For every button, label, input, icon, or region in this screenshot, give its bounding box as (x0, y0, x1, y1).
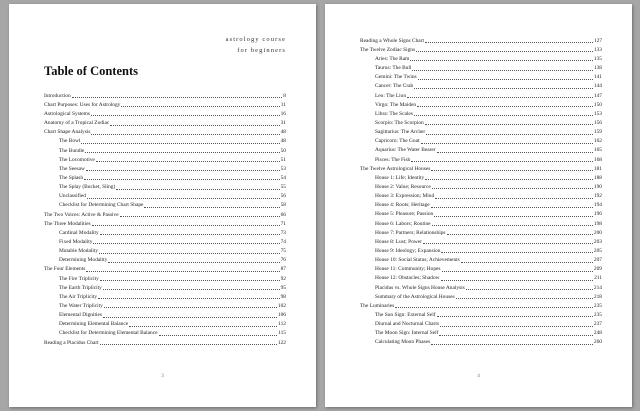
dot-leader (425, 179, 593, 180)
toc-entry-title: The Four Elements (44, 266, 86, 273)
dot-leader (414, 88, 593, 89)
toc-entry-page: 153 (593, 110, 602, 117)
dot-leader (407, 97, 593, 98)
toc-entry[interactable] (44, 255, 286, 264)
toc-entry-title: The Bowl (59, 138, 81, 145)
toc-entry[interactable] (44, 172, 286, 181)
toc-entry-title: Mutable Modality (59, 248, 99, 255)
toc-entry-title: Cancer: The Crab (375, 83, 414, 90)
dot-leader (414, 115, 593, 116)
toc-entry-title: The Seesaw (59, 165, 85, 172)
toc-entry[interactable] (44, 236, 286, 245)
toc-entry-title: House 7: Partners; Relationships (375, 229, 446, 236)
toc-entry-title: Chart Purposes: Uses for Astrology (44, 101, 121, 108)
toc-entry-title: Sagittarius: The Archer (375, 129, 426, 136)
dot-leader (108, 262, 279, 263)
dot-leader (417, 106, 593, 107)
toc-entry[interactable] (44, 309, 286, 318)
toc-entry-page: 147 (593, 92, 602, 99)
toc-entry[interactable] (44, 136, 286, 145)
toc-entry-title: The Moon Sign: Internal Self (375, 330, 439, 337)
dot-leader (72, 97, 283, 98)
toc-entry-page: 50 (280, 147, 286, 154)
document-page-right (325, 4, 632, 407)
toc-entry-title: Fixed Modality (59, 238, 93, 245)
toc-entry-title: Anatomy of a Tropical Zodiac (44, 120, 110, 127)
toc-entry-page: 115 (278, 330, 286, 337)
toc-entry[interactable] (360, 254, 602, 263)
dot-leader (103, 289, 280, 290)
toc-entry[interactable] (360, 264, 602, 273)
dot-leader (432, 225, 593, 226)
page-number: 4 (477, 373, 480, 379)
toc-entry-page: 235 (593, 302, 602, 309)
toc-entry-page: 248 (593, 330, 602, 337)
toc-entry[interactable] (360, 328, 602, 337)
toc-entry-page: 190 (593, 183, 602, 190)
toc-entry[interactable] (44, 282, 286, 291)
toc-list-right (360, 35, 602, 346)
dot-leader (100, 344, 277, 345)
toc-entry-page: 156 (593, 120, 602, 126)
toc-entry[interactable] (360, 172, 602, 181)
toc-entry-title: Pisces: The Fish (375, 156, 411, 163)
toc-entry-title: Scorpio: The Scorpion (375, 120, 424, 126)
toc-entry-page: 168 (593, 156, 602, 163)
toc-entry-page: 135 (593, 56, 602, 63)
toc-entry-page: 150 (593, 101, 602, 108)
toc-entry[interactable] (360, 200, 602, 209)
page-number: 3 (161, 373, 164, 379)
toc-entry-page: 141 (593, 74, 602, 81)
toc-entry-title: Capricorn: The Goat (375, 138, 420, 145)
toc-entry[interactable] (360, 236, 602, 245)
toc-entry-title: Reading a Whole Signs Chart (360, 37, 424, 44)
toc-entry-page: 106 (277, 312, 286, 319)
dot-leader (435, 198, 593, 199)
toc-entry[interactable] (360, 99, 602, 108)
dot-leader (418, 79, 593, 80)
toc-entry-title: The Three Modalities (44, 220, 91, 227)
toc-entry-page: 51 (280, 156, 286, 163)
toc-entry-title: The Air Triplicity (59, 293, 98, 300)
toc-entry-title: The Splash (59, 175, 84, 181)
toc-entry-title: The Two Voices: Active & Passive (44, 211, 119, 218)
dot-leader (86, 170, 280, 171)
toc-entry-page: 211 (594, 275, 602, 282)
toc-entry-title: Placidus vs. Whole Signs House Analysis (375, 284, 465, 291)
toc-entry[interactable] (360, 90, 602, 99)
toc-entry[interactable] (44, 291, 286, 300)
dot-leader (84, 179, 280, 180)
toc-entry[interactable] (360, 300, 602, 309)
dot-leader (432, 188, 593, 189)
toc-entry-page: 48 (280, 129, 286, 136)
dot-leader (416, 51, 593, 52)
toc-entry-page: 48 (280, 138, 286, 145)
toc-list-left (44, 90, 286, 346)
toc-entry-title: Virgo: The Maiden (375, 101, 417, 108)
toc-entry-title: Elemental Dignities (59, 312, 102, 319)
toc-entry-title: Introduction (44, 92, 71, 99)
dot-leader (92, 225, 280, 226)
dot-leader (87, 198, 280, 199)
dot-leader (441, 252, 592, 253)
dot-leader (110, 125, 279, 126)
toc-entry-title: Checklist for Determining Chart Shape (59, 202, 144, 209)
dot-leader (412, 70, 593, 71)
toc-entry-page: 74 (280, 238, 286, 245)
dot-leader (440, 326, 593, 327)
toc-entry[interactable] (360, 245, 602, 254)
dot-leader (100, 234, 280, 235)
toc-entry-page: 87 (280, 266, 286, 273)
toc-entry-page: 200 (593, 229, 602, 236)
dot-leader (395, 307, 593, 308)
toc-entry[interactable] (360, 190, 602, 199)
toc-entry-title: The Locomotive (59, 156, 95, 163)
toc-entry-title: The Luminaries (360, 302, 395, 309)
toc-entry-page: 196 (593, 211, 602, 218)
toc-entry[interactable] (44, 227, 286, 236)
toc-entry[interactable] (360, 337, 602, 346)
dot-leader (437, 316, 593, 317)
toc-entry[interactable] (44, 264, 286, 273)
running-header-line-1: astrology course (225, 36, 286, 43)
toc-entry-page: 159 (593, 129, 602, 136)
toc-entry[interactable] (44, 181, 286, 190)
toc-title: Table of Contents (44, 64, 138, 78)
dot-leader (439, 335, 592, 336)
toc-entry-title: The Twelve Astrological Houses (360, 165, 431, 172)
dot-leader (423, 243, 593, 244)
toc-entry-title: Aquarius: The Water Bearer (375, 147, 436, 154)
toc-entry-page: 31 (280, 120, 286, 127)
toc-entry-page: 73 (280, 229, 286, 236)
toc-entry-page: 165 (593, 147, 602, 154)
toc-entry[interactable] (360, 291, 602, 300)
toc-entry-page: 237 (593, 321, 602, 328)
toc-entry-title: Determining Modality (59, 257, 108, 264)
toc-entry-title: House 12: Obstacles; Shadow (375, 275, 440, 282)
dot-leader (431, 207, 593, 208)
toc-entry-title: Unclassified (59, 193, 86, 200)
dot-leader (103, 317, 277, 318)
dot-leader (441, 280, 594, 281)
toc-entry[interactable] (44, 108, 286, 117)
toc-entry-page: 55 (280, 184, 286, 191)
toc-entry[interactable] (44, 328, 286, 337)
toc-entry-title: Diurnal and Nocturnal Charts (375, 321, 439, 328)
dot-leader (431, 344, 593, 345)
toc-entry-page: 66 (280, 211, 286, 218)
toc-entry-page: 205 (593, 247, 602, 254)
toc-entry-page: 54 (280, 175, 286, 181)
toc-entry-title: Summary of the Astrological Houses (375, 293, 455, 300)
dot-leader (100, 280, 280, 281)
toc-entry[interactable] (360, 44, 602, 53)
toc-entry-page: 218 (593, 293, 602, 300)
dot-leader (456, 298, 593, 299)
toc-entry-title: Determining Elemental Balance (59, 321, 129, 328)
toc-entry-title: Calculating Moon Phases (375, 339, 431, 346)
running-header-line-2: for beginners (237, 47, 286, 54)
toc-entry[interactable] (44, 145, 286, 154)
toc-entry-page: 144 (593, 83, 602, 90)
toc-entry[interactable] (360, 309, 602, 318)
toc-entry-page: 162 (593, 138, 602, 145)
toc-entry-page: 127 (593, 37, 602, 44)
toc-entry[interactable] (44, 99, 286, 108)
toc-entry-page: 138 (593, 65, 602, 72)
toc-entry[interactable] (44, 154, 286, 163)
dot-leader (121, 106, 279, 107)
toc-entry-title: The Earth Triplicity (59, 284, 102, 291)
toc-entry-page: 133 (593, 46, 602, 53)
toc-entry[interactable] (44, 245, 286, 254)
toc-entry-title: House 8: Lust; Power (375, 238, 422, 245)
dot-leader (410, 60, 593, 61)
toc-entry-title: The Splay (Bucket, Sling) (59, 184, 116, 191)
dot-leader (104, 307, 277, 308)
toc-entry-page: 71 (280, 220, 286, 227)
toc-entry-page: 56 (280, 193, 286, 200)
toc-entry[interactable] (360, 53, 602, 62)
toc-entry[interactable] (44, 127, 286, 136)
toc-entry[interactable] (360, 62, 602, 71)
dot-leader (425, 42, 593, 43)
toc-entry[interactable] (360, 126, 602, 135)
toc-entry[interactable] (44, 337, 286, 346)
toc-entry-title: House 9: Ideology; Expansion (375, 247, 441, 254)
dot-leader (93, 243, 279, 244)
toc-entry[interactable] (360, 117, 602, 126)
toc-entry[interactable] (44, 319, 286, 328)
toc-entry-page: 203 (593, 238, 602, 245)
toc-entry[interactable] (360, 273, 602, 282)
dot-leader (426, 134, 593, 135)
toc-entry-title: Leo: The Lion (375, 92, 407, 99)
toc-entry-page: 58 (280, 202, 286, 209)
toc-entry[interactable] (44, 163, 286, 172)
toc-entry-title: Reading a Placidus Chart (44, 339, 99, 346)
dot-leader (144, 207, 279, 208)
toc-entry[interactable] (360, 209, 602, 218)
toc-entry[interactable] (360, 72, 602, 81)
dot-leader (461, 262, 593, 263)
toc-entry-page: 112 (278, 321, 286, 328)
dot-leader (129, 326, 277, 327)
toc-entry-title: The Fire Triplicity (59, 275, 99, 282)
toc-entry[interactable] (360, 136, 602, 145)
toc-entry[interactable] (44, 200, 286, 209)
toc-entry[interactable] (360, 163, 602, 172)
toc-entry-page: 207 (593, 257, 602, 264)
toc-entry-title: Aries: The Ram (375, 56, 410, 63)
dot-leader (437, 152, 593, 153)
toc-entry-title: House 1: Life; Identity (375, 174, 425, 181)
toc-entry[interactable] (44, 273, 286, 282)
dot-leader (425, 124, 593, 125)
toc-entry[interactable] (44, 90, 286, 99)
toc-entry-title: The Twelve Zodiac Signs (360, 46, 416, 53)
toc-entry[interactable] (360, 227, 602, 236)
toc-entry-page: 214 (593, 284, 602, 291)
dot-leader (85, 152, 279, 153)
toc-entry-page: 194 (593, 202, 602, 209)
toc-entry-title: House 10: Social Status; Achievements (375, 257, 460, 264)
toc-entry[interactable] (44, 209, 286, 218)
dot-leader (442, 271, 593, 272)
dot-leader (466, 289, 593, 290)
toc-entry[interactable] (360, 154, 602, 163)
dot-leader (86, 271, 279, 272)
dot-leader (91, 115, 280, 116)
dot-leader (431, 170, 593, 171)
dot-leader (411, 161, 593, 162)
dot-leader (421, 143, 593, 144)
toc-entry-title: House 2: Value; Resource (375, 183, 431, 190)
toc-entry-page: 98 (280, 293, 286, 300)
toc-entry-title: The Water Triplicity (59, 302, 103, 309)
dot-leader (99, 253, 280, 254)
toc-entry-page: 102 (277, 302, 286, 309)
dot-leader (120, 216, 280, 217)
toc-entry-title: The Bundle (59, 147, 85, 154)
dot-leader (96, 161, 280, 162)
toc-entry-page: 209 (593, 266, 602, 273)
toc-entry-page: 122 (277, 339, 286, 346)
toc-entry-title: Chart Shape Analysis (44, 129, 91, 136)
dot-leader (116, 189, 279, 190)
toc-entry-title: House 6: Labors; Routine (375, 220, 431, 227)
toc-entry[interactable] (360, 181, 602, 190)
toc-entry-page: 53 (280, 165, 286, 172)
toc-entry-title: Cardinal Modality (59, 229, 99, 236)
dot-leader (159, 335, 278, 336)
dot-leader (91, 134, 279, 135)
toc-entry-title: Astrological Systems (44, 111, 90, 118)
toc-entry[interactable] (44, 300, 286, 309)
dot-leader (98, 298, 280, 299)
toc-entry[interactable] (360, 81, 602, 90)
toc-entry-page: 260 (593, 339, 602, 346)
toc-entry-page: 95 (280, 284, 286, 291)
toc-entry-title: House 4: Roots; Heritage (375, 202, 430, 209)
toc-entry[interactable] (44, 117, 286, 126)
toc-entry-page: 8 (283, 92, 286, 99)
toc-entry-title: Gemini: The Twins (375, 74, 417, 81)
toc-entry-page: 188 (593, 174, 602, 181)
toc-entry-page: 16 (280, 111, 286, 118)
toc-entry-page: 11 (280, 101, 286, 108)
toc-entry[interactable] (44, 218, 286, 227)
toc-entry-title: House 5: Pleasure; Passion (375, 211, 434, 218)
toc-entry-page: 235 (593, 311, 602, 318)
toc-entry[interactable] (360, 282, 602, 291)
toc-entry[interactable] (360, 108, 602, 117)
toc-entry-title: House 3: Expression; Mind (375, 193, 435, 200)
toc-entry-page: 192 (593, 193, 602, 200)
toc-entry-title: Libra: The Scales (375, 110, 413, 117)
toc-entry[interactable] (360, 145, 602, 154)
toc-entry-title: The Sun Sign: External Self (375, 311, 436, 318)
toc-entry-page: 75 (280, 248, 286, 255)
toc-entry[interactable] (360, 218, 602, 227)
toc-entry[interactable] (360, 318, 602, 327)
toc-entry-title: House 11: Community; Hopes (375, 266, 441, 273)
toc-entry[interactable] (360, 35, 602, 44)
toc-entry-page: 76 (280, 257, 286, 264)
dot-leader (447, 234, 593, 235)
document-page-left (9, 4, 316, 407)
toc-entry-title: Taurus: The Bull (375, 65, 412, 72)
dot-leader (434, 216, 593, 217)
dot-leader (81, 143, 279, 144)
toc-entry[interactable] (44, 191, 286, 200)
toc-entry-page: 92 (280, 275, 286, 282)
toc-entry-page: 198 (593, 220, 602, 227)
toc-entry-page: 181 (593, 165, 602, 172)
toc-entry-title: Checklist for Determining Elemental Balance (59, 330, 158, 337)
